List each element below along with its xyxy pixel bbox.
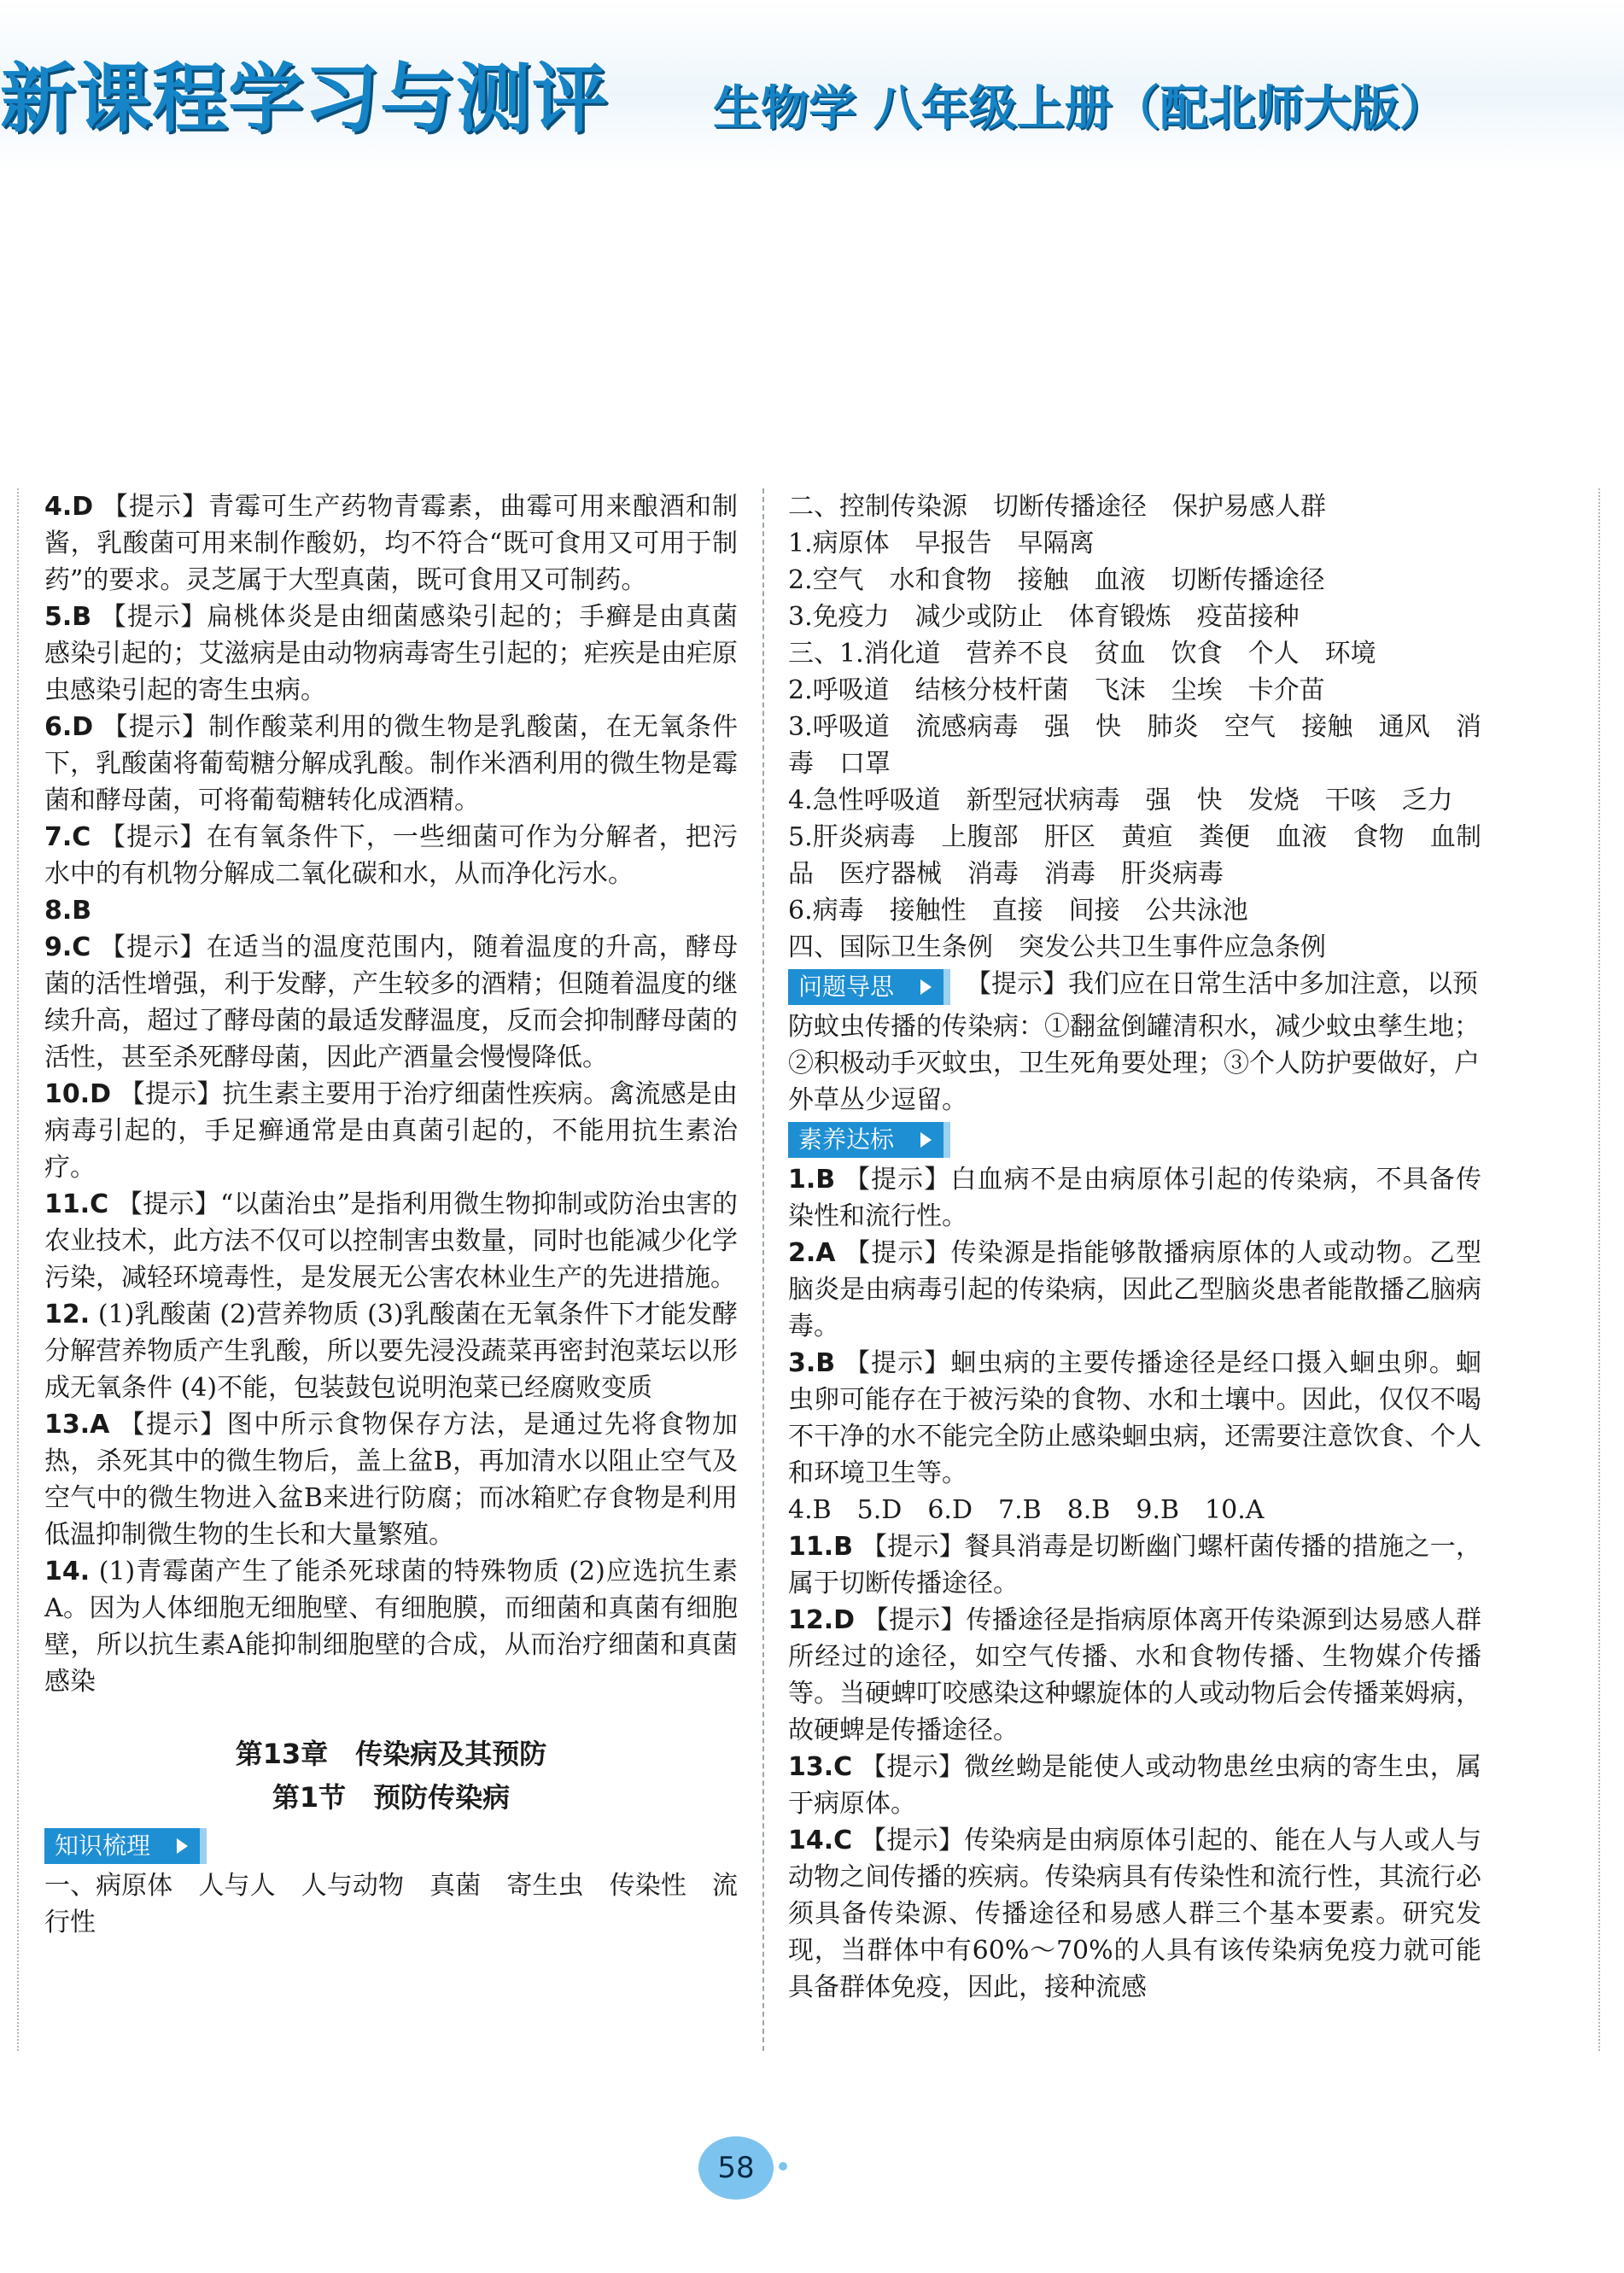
knowledge-tag-label: 知识梳理 (55, 1832, 151, 1860)
answer-item (788, 1602, 1481, 1749)
answer-text: 4.B 5.D 6.D 7.B 8.B 9.B 10.A (788, 1495, 1265, 1525)
answer-text: 【提示】传播途径是指病原体离开传染源到达易感人群所经过的途径，如空气传播、水和食物传播、生物媒介传播等。当硬蜱叮咬感染这种螺旋体的人或动物后会传播莱姆病，故硬蜱是传播途径。 (788, 1605, 1482, 1745)
knowledge-line: 四、国际卫生条例 突发公共卫生事件应急条例 (788, 932, 1326, 962)
answer-number: 14.C (788, 1826, 853, 1855)
answer-list-left (44, 488, 738, 1700)
answer-item (44, 1406, 738, 1553)
answer-number: 12. (44, 1300, 91, 1329)
knowledge-line: 1.病原体 早报告 早隔离 (788, 529, 1095, 558)
guide-tag (788, 969, 950, 1005)
knowledge-line: 4.急性呼吸道 新型冠状病毒 强 快 发烧 干咳 乏力 (788, 786, 1453, 815)
answer-text: (1)青霉菌产生了能杀死球菌的特殊物质 (2)应选抗生素A。因为人体细胞无细胞壁、有细胞膜，而细菌和真菌有细胞壁，所以抗生素A能抑制细胞壁的合成，从而治疗细菌和真菌感染 (44, 1557, 738, 1697)
series-title: 新课程学习与测评 (0, 55, 609, 143)
answer-item (44, 1076, 738, 1186)
triangle-right-icon (920, 1132, 932, 1148)
answer-item (788, 1235, 1481, 1345)
answer-text: 【提示】蛔虫病的主要传播途径是经口摄入蛔虫卵。蛔虫卵可能存在于被污染的食物、水和土壤中。因此，仅仅不喝不干净的水不能完全防止感染蛔虫病，还需要注意饮食、个人和环境卫生等。 (788, 1348, 1482, 1488)
knowledge-line: 三、1.消化道 营养不良 贫血 饮食 个人 环境 (788, 639, 1376, 669)
knowledge-line: 6.病毒 接触性 直接 间接 公共泳池 (788, 896, 1248, 926)
answer-item (44, 1553, 738, 1700)
answer-item (44, 1296, 738, 1406)
left-column (44, 488, 738, 1941)
right-margin-rule (1598, 488, 1600, 2051)
answer-text: 【提示】在适当的温度范围内，随着温度的升高，酵母菌的活性增强，利于发酵，产生较多的酒精；但随着温度的继续升高，超过了酵母菌的最适发酵温度，反而会抑制酵母菌的活性，甚至杀死酵母菌，因此产酒量会慢慢降低。 (44, 932, 738, 1072)
answer-text: 【提示】在有氧条件下，一些细菌可作为分解者，把污水中的有机物分解成二氧化碳和水，从而净化污水。 (44, 822, 738, 889)
answer-number: 14. (44, 1557, 91, 1586)
answer-text: 【提示】微丝蚴是能使人或动物患丝虫病的寄生虫，属于病原体。 (788, 1752, 1481, 1819)
literacy-tag-label: 素养达标 (798, 1125, 895, 1154)
knowledge-line: 2.呼吸道 结核分枝杆菌 飞沫 尘埃 卡介苗 (788, 675, 1325, 705)
answer-text: 【提示】白血病不是由病原体引起的传染病，不具备传染性和流行性。 (788, 1165, 1482, 1231)
triangle-right-icon (920, 979, 932, 995)
answer-item (788, 1345, 1481, 1492)
answer-text: (1)乳酸菌 (2)营养物质 (3)乳酸菌在无氧条件下才能发酵分解营养物质产生乳酸，所以要先浸没蔬菜再密封泡菜坛以形成无氧条件 (4)不能，包装鼓包说明泡菜已经腐败变质 (44, 1300, 738, 1403)
guide-tag-label: 问题导思 (798, 973, 895, 1001)
subject-title: 生物学 八年级上册（配北师大版） (713, 81, 1447, 137)
answer-item (788, 1822, 1481, 2006)
knowledge-line: 2.空气 水和食物 接触 血液 切断传播途径 (788, 565, 1325, 595)
knowledge-tag (44, 1828, 207, 1864)
answer-text: 【提示】“以菌治虫”是指利用微生物抑制或防治虫害的农业技术，此方法不仅可以控制害虫数量，同时也能减少化学污染，减轻环境毒性，是发展无公害农林业生产的先进措施。 (44, 1189, 738, 1293)
knowledge-list-right (788, 488, 1481, 966)
answer-text: 【提示】餐具消毒是切断幽门螺杆菌传播的措施之一，属于切断传播途径。 (788, 1532, 1481, 1598)
answer-list-right (788, 1161, 1481, 2006)
answer-item (788, 1161, 1481, 1235)
page-number: 58 (698, 2136, 774, 2200)
knowledge-text: 一、病原体 人与人 人与动物 真菌 寄生虫 传染性 流行性 (44, 1871, 738, 1937)
answer-text: 【提示】传染病是由病原体引起的、能在人与人或人与动物之间传播的疾病。传染病具有传染性和流行性，其流行必须具备传染源、传播途径和易感人群三个基本要素。研究发现，当群体中有60%～70%的人具有该传染病免疫力就可能具备群体免疫，因此，接种流感 (788, 1826, 1481, 2002)
answer-text: 【提示】传染源是指能够散播病原体的人或动物。乙型脑炎是由病毒引起的传染病，因此乙型脑炎患者能散播乙脑病毒。 (788, 1238, 1482, 1341)
answer-item (788, 1749, 1481, 1822)
answer-item (44, 488, 738, 599)
answer-text: 【提示】扁桃体炎是由细菌感染引起的；手癣是由真菌感染引起的；艾滋病是由动物病毒寄生引起的；疟疾是由疟原虫感染引起的寄生虫病。 (44, 602, 739, 705)
answer-item (44, 1186, 738, 1296)
answer-item (788, 1528, 1481, 1602)
answer-number: 8.B (44, 896, 92, 926)
answer-item (44, 599, 738, 709)
left-margin-rule (17, 488, 19, 2051)
answer-number: 11.B (788, 1532, 854, 1562)
answer-item (44, 709, 738, 819)
answer-number: 5.B (44, 602, 92, 632)
knowledge-line: 5.肝炎病毒 上腹部 肝区 黄疸 粪便 血液 食物 血制品 医疗器械 消毒 消毒 肝炎病毒 (788, 822, 1481, 889)
answer-number: 13.C (788, 1752, 853, 1782)
answer-item (44, 819, 738, 892)
answer-number: 6.D (44, 712, 94, 742)
answer-text: 【提示】青霉可生产药物青霉素，曲霉可用来酿酒和制酱，乳酸菌可用来制作酸奶，均不符合“既可食用又可用于制药”的要求。灵芝属于大型真菌，既可食用又可制药。 (44, 492, 738, 595)
answer-text: 【提示】抗生素主要用于治疗细菌性疾病。禽流感是由病毒引起的，手足癣通常是由真菌引起的，不能用抗生素治疗。 (44, 1079, 739, 1183)
knowledge-line: 3.免疫力 减少或防止 体育锻炼 疫苗接种 (788, 602, 1300, 632)
answer-number: 9.C (44, 932, 91, 962)
guide-block (788, 966, 1481, 1119)
knowledge-line: 3.呼吸道 流感病毒 强 快 肺炎 空气 接触 通风 消毒 口罩 (788, 712, 1481, 779)
answer-number: 11.C (44, 1189, 109, 1219)
guide-text: 【提示】我们应在日常生活中多加注意，以预防蚊虫传播的传染病：①翻盆倒罐清积水，减少蚊虫孳生地；②积极动手灭蚊虫，卫生死角要处理；③个人防护要做好，户外草丛少逗留。 (788, 969, 1480, 1115)
answer-number: 10.D (44, 1079, 112, 1109)
column-divider (762, 488, 764, 2051)
answer-number: 4.D (44, 492, 94, 522)
triangle-right-icon (177, 1838, 188, 1854)
knowledge-line: 二、控制传染源 切断传播途径 保护易感人群 (788, 492, 1326, 522)
answer-text: 【提示】制作酸菜利用的微生物是乳酸菌，在无氧条件下，乳酸菌将葡萄糖分解成乳酸。制作米酒利用的微生物是霉菌和酵母菌，可将葡萄糖转化成酒精。 (44, 712, 738, 815)
answer-number: 13.A (44, 1410, 110, 1440)
answer-number: 7.C (44, 822, 91, 852)
literacy-tag (788, 1122, 950, 1158)
answer-number: 12.D (788, 1605, 856, 1635)
chapter-title: 第13章 传染病及其预防 (235, 1738, 547, 1770)
answer-text: 【提示】图中所示食物保存方法，是通过先将食物加热，杀死其中的微生物后，盖上盆B，再加清水以阻止空气及空气中的微生物进入盆B来进行防腐；而冰箱贮存食物是利用低温抑制微生物的生长和大量繁殖。 (44, 1410, 738, 1550)
answer-item (44, 929, 738, 1076)
answer-number: 3.B (788, 1348, 836, 1378)
section-title: 第1节 预防传染病 (272, 1781, 511, 1814)
answer-number: 1.B (788, 1165, 836, 1195)
answer-item (788, 1492, 1481, 1528)
right-column (788, 488, 1481, 2006)
answer-number: 2.A (788, 1238, 836, 1268)
answer-item (44, 892, 738, 929)
